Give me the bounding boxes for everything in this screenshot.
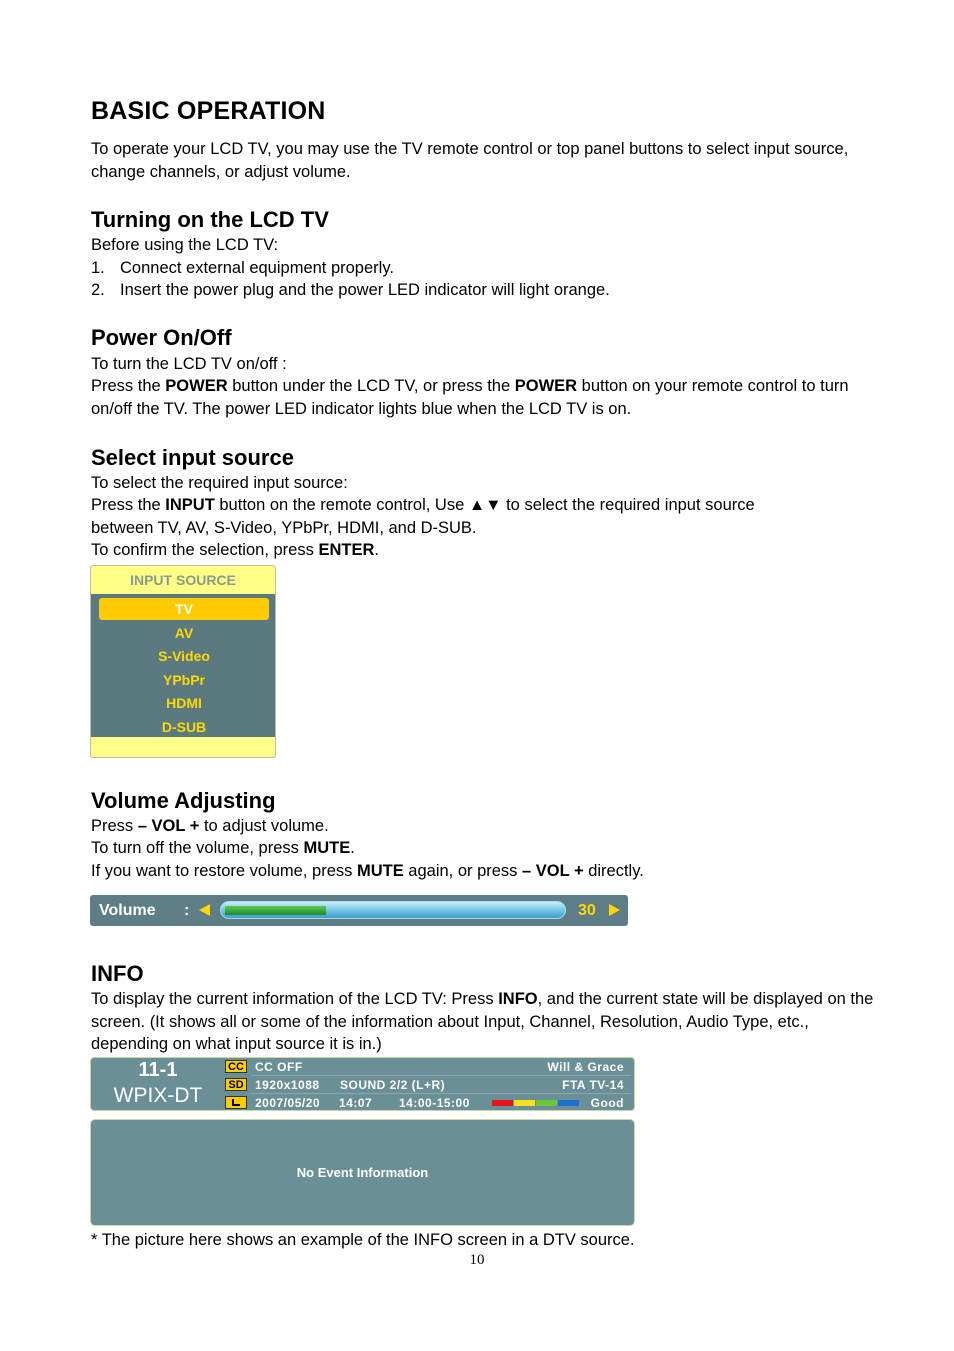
info-paragraph: To display the current information of the LCD TV: Press INFO, and the current state will be displayed on the screen. (It shows all or some of the information about Input, Channel, Resolution, Audio Type, etc., depending on what input source it is in.) xyxy=(91,990,874,1053)
sd-icon: SD xyxy=(225,1078,247,1091)
signal-bar-blue xyxy=(558,1100,579,1106)
footnote: * The picture here shows an example of the INFO screen in a DTV source. xyxy=(91,1231,635,1249)
divider xyxy=(251,1075,631,1076)
turning-on-lead: Before using the LCD TV: xyxy=(91,236,279,254)
time: 14:07 xyxy=(339,1096,373,1110)
list-item xyxy=(91,279,610,301)
menu-item-s-video[interactable]: S-Video xyxy=(158,648,210,664)
volume-line-1: Press – VOL + to adjust volume. xyxy=(91,817,329,835)
list-item xyxy=(91,257,394,279)
resolution: 1920x1088 xyxy=(255,1078,320,1092)
power-paragraph: Press the POWER button under the LCD TV, or press the POWER button on your remote control to turn on/off the TV. The power LED indicator lights blue when the LCD TV is on. xyxy=(91,377,849,418)
volume-colon: : xyxy=(184,902,190,919)
input-paragraph: Press the INPUT button on the remote control, Use ▲▼ to select the required input source between TV, AV, S-Video, YPbPr, HDMI, and D-SUB. xyxy=(91,496,755,537)
cc-status: CC OFF xyxy=(255,1060,303,1074)
program-title: Will & Grace xyxy=(547,1060,624,1074)
volume-slider[interactable] xyxy=(220,901,566,919)
power-lead: To turn the LCD TV on/off : xyxy=(91,355,287,373)
cc-icon: CC xyxy=(225,1060,247,1073)
list-number: 1. xyxy=(91,259,105,277)
volume-label: Volume xyxy=(99,902,156,919)
signal-bar-green xyxy=(536,1100,557,1106)
input-confirm: To confirm the selection, press ENTER. xyxy=(91,541,379,559)
input-source-menu xyxy=(90,565,276,758)
menu-item-ypbpr[interactable]: YPbPr xyxy=(162,672,205,688)
volume-line-3: If you want to restore volume, press MUTE again, or press – VOL + directly. xyxy=(91,862,644,880)
arrow-left-icon[interactable] xyxy=(199,904,210,916)
menu-item-hdmi[interactable]: HDMI xyxy=(166,695,202,711)
list-number: 2. xyxy=(91,281,105,299)
menu-title: INPUT SOURCE xyxy=(91,566,275,594)
volume-value: 30 xyxy=(578,902,596,919)
heading-input-source: Select input source xyxy=(91,445,294,470)
menu-item-d-sub[interactable]: D-SUB xyxy=(161,719,207,735)
channel-number: 11-1 xyxy=(138,1059,178,1081)
divider xyxy=(251,1093,631,1094)
intro-paragraph: To operate your LCD TV, you may use the TV remote control or top panel buttons to select input source, change channels, or adjust volume. xyxy=(91,140,849,181)
menu-item-av[interactable]: AV xyxy=(174,625,194,641)
menu-item-tv[interactable]: TV xyxy=(99,598,269,620)
heading-power: Power On/Off xyxy=(91,325,232,350)
heading-info: INFO xyxy=(91,961,144,986)
clock-icon xyxy=(225,1096,247,1109)
page-title: BASIC OPERATION xyxy=(91,97,326,125)
list-text: Insert the power plug and the power LED indicator will light orange. xyxy=(120,281,610,299)
channel-name: WPIX-DT xyxy=(113,1084,203,1107)
rating: FTA TV-14 xyxy=(562,1078,624,1092)
date: 2007/05/20 xyxy=(255,1096,321,1110)
menu-footer xyxy=(91,737,275,757)
list-text: Connect external equipment properly. xyxy=(120,259,394,277)
volume-fill xyxy=(225,906,326,915)
signal-quality: Good xyxy=(590,1096,624,1110)
info-banner xyxy=(90,1057,635,1111)
page-number: 10 xyxy=(469,1252,485,1268)
heading-turning-on: Turning on the LCD TV xyxy=(91,207,329,232)
signal-bar-yellow xyxy=(514,1100,535,1106)
heading-volume: Volume Adjusting xyxy=(91,788,276,813)
input-lead: To select the required input source: xyxy=(91,474,348,492)
volume-line-2: To turn off the volume, press MUTE. xyxy=(91,839,355,857)
arrow-right-icon[interactable] xyxy=(609,904,620,916)
sound-mode: SOUND 2/2 (L+R) xyxy=(340,1078,446,1092)
time-slot: 14:00-15:00 xyxy=(399,1096,470,1110)
event-text: No Event Information xyxy=(296,1165,429,1180)
signal-bar-red xyxy=(492,1100,513,1106)
event-panel xyxy=(90,1119,635,1226)
volume-bar-osd xyxy=(90,895,628,926)
